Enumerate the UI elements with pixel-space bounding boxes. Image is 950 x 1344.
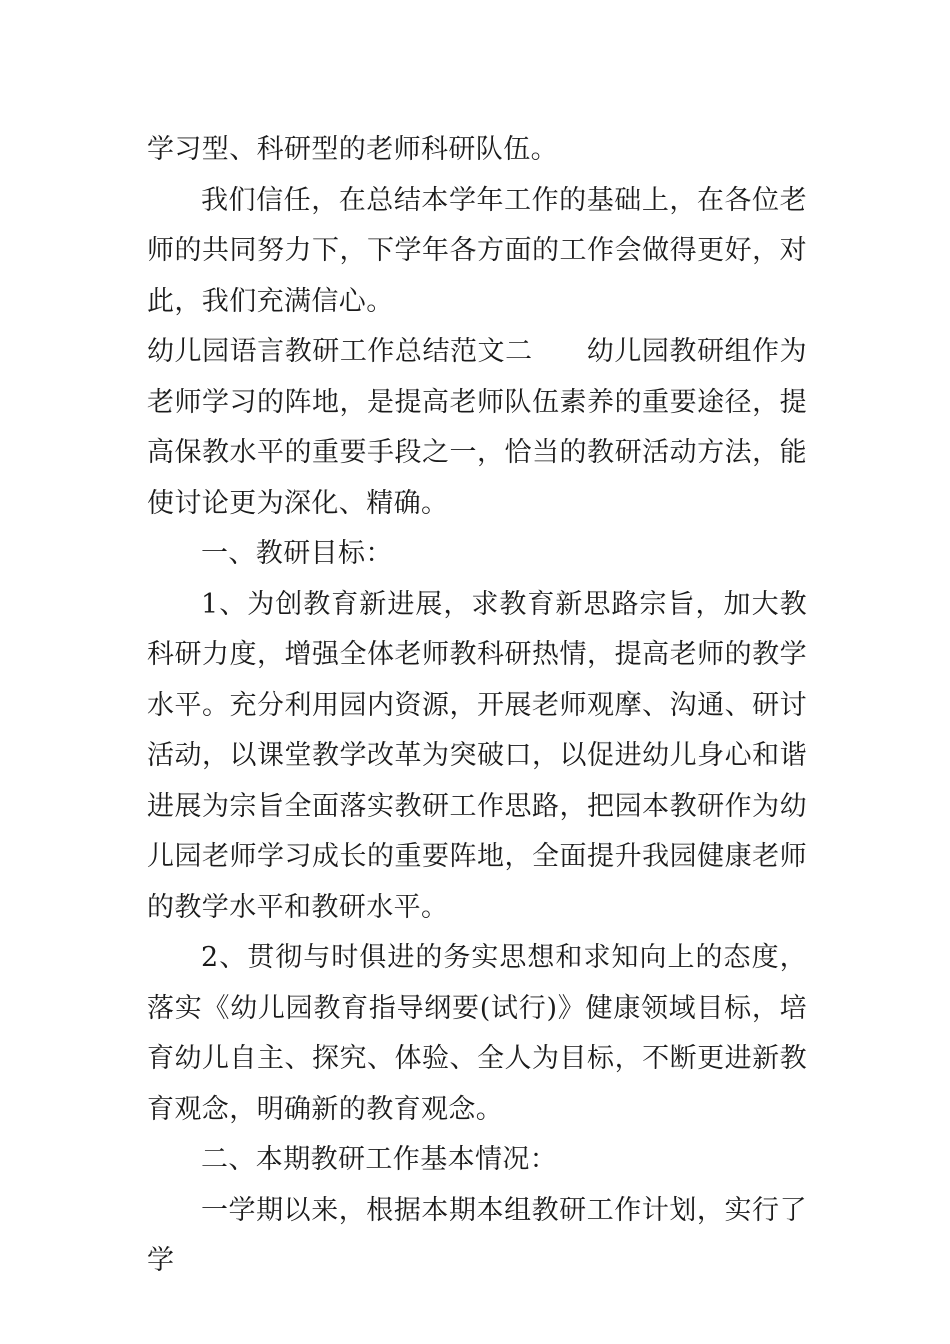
paragraph-text: 幼儿园教研组作为老师学习的阵地，是提高老师队伍素养的重要途径，提高保教水平的重要手段之一，恰当的教研活动方法，能使讨论更为深化、精确。 xyxy=(147,336,807,519)
paragraph: 一学期以来，根据本期本组教研工作计划，实行了学 xyxy=(147,1194,807,1276)
paragraph: 2、贯彻与时俱进的务实思想和求知向上的态度，落实《幼儿园教育指导纲要(试行)》健康领域目标，培育幼儿自主、探究、体验、全人为目标，不断更进新教育观念，明确新的教育观念。 xyxy=(147,942,807,1125)
section-heading: 二、本期教研工作基本情况： xyxy=(201,1144,558,1175)
section-heading: 一、教研目标： xyxy=(201,538,393,569)
paragraph: 1、为创教育新进展，求教育新思路宗旨，加大教科研力度，增强全体老师教科研热情，提高老师的教学水平。充分利用园内资源，开展老师观摩、沟通、研讨活动，以课堂教学改革为突破口，以促进幼儿身心和谐进展为宗旨全面落实教研工作思路，把园本教研作为幼儿园老师学习成长的重要阵地，全面提升我园健康老师的教学水平和教研水平。 xyxy=(147,588,807,923)
paragraph: 学习型、科研型的老师科研队伍。 xyxy=(147,134,558,165)
article-title: 幼儿园语言教研工作总结范文二 xyxy=(147,336,533,367)
paragraph: 我们信任，在总结本学年工作的基础上，在各位老师的共同努力下，下学年各方面的工作会做得更好，对此，我们充满信心。 xyxy=(147,184,807,317)
document-body xyxy=(147,125,807,1287)
paragraph-with-title xyxy=(147,327,807,529)
